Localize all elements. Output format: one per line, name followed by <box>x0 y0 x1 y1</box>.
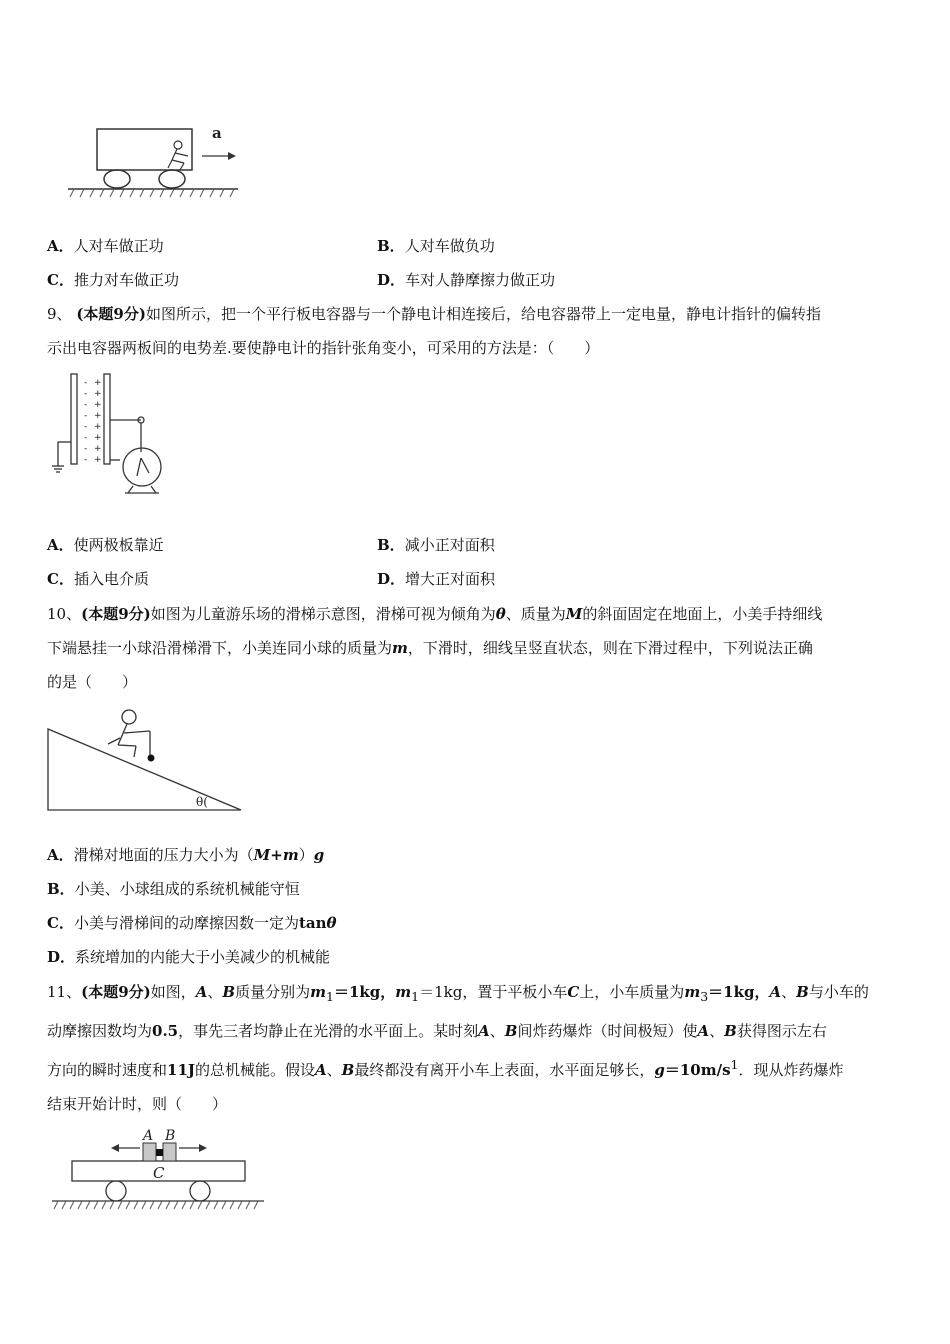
svg-text:-: - <box>84 411 88 421</box>
q10-line-3: 的是（ ） <box>47 673 138 691</box>
svg-text:+: + <box>94 411 102 421</box>
q11-block-b-label: B <box>165 1128 176 1144</box>
svg-text:-: - <box>84 422 88 432</box>
q10-theta-label: θ( <box>196 795 208 809</box>
q9-line-2: 示出电容器两板间的电势差.要使静电计的指针张角变小，可采用的方法是：（ ） <box>47 339 600 357</box>
q8-accel-label: a <box>212 124 222 142</box>
q10-option-d[interactable]: D．系统增加的内能大于小美减少的机械能 <box>47 948 331 966</box>
q8-option-d[interactable]: D．车对人静摩擦力做正功 <box>377 271 556 289</box>
svg-text:-: - <box>84 400 88 410</box>
svg-text:-: - <box>84 433 88 443</box>
q8-option-c[interactable]: C．推力对车做正功 <box>47 271 179 289</box>
svg-text:+: + <box>94 400 102 410</box>
q9-option-a[interactable]: A．使两极板靠近 <box>47 536 164 554</box>
svg-text:+: + <box>94 433 102 443</box>
svg-text:-: - <box>84 444 88 454</box>
svg-text:+: + <box>94 455 102 465</box>
svg-text:-: - <box>84 378 88 388</box>
q11-line-3: 方向的瞬时速度和11J的总机械能。假设A、B最终都没有离开小车上表面，水平面足够长，$g=10m/s^1$．现从炸药爆炸 <box>47 1057 844 1079</box>
q11-line-4: 结束开始计时，则（ ） <box>47 1095 228 1113</box>
q10-line-2: 下端悬挂一小球沿滑梯滑下，小美连同小球的质量为m，下滑时，细线呈竖直状态，则在下滑过程中，下列说法正确 <box>47 639 813 657</box>
svg-text:+: + <box>94 422 102 432</box>
q9-option-b[interactable]: B．减小正对面积 <box>377 536 495 554</box>
svg-text:-: - <box>84 455 88 465</box>
q11-line-1: 11、(本题9分)如图，A、B质量分别为$m_1=1kg$，$m_1=1kg$，置于平板小车C上，小车质量为$m_3=1kg$，A、B与小车的 <box>47 983 869 1004</box>
q8-option-b[interactable]: B．人对车做负功 <box>377 237 495 255</box>
q10-option-a[interactable]: A．滑梯对地面的压力大小为（M+m）g <box>47 846 325 864</box>
q8-option-a[interactable]: A．人对车做正功 <box>47 237 164 255</box>
svg-text:+: + <box>94 444 102 454</box>
svg-text:+: + <box>94 378 102 388</box>
q9-line-1: 9、 (本题9分)如图所示，把一个平行板电容器与一个静电计相连接后，给电容器带上一定电量，静电计指针的偏转指 <box>47 305 821 323</box>
q11-block-a-label: A <box>143 1128 154 1144</box>
q11-cart-c-label: C <box>153 1164 165 1182</box>
svg-text:+: + <box>94 389 102 399</box>
q9-option-c[interactable]: C．插入电介质 <box>47 570 149 588</box>
q10-option-c[interactable]: C．小美与滑梯间的动摩擦因数一定为tanθ <box>47 914 337 932</box>
q11-line-2: 动摩擦因数均为0.5，事先三者均静止在光滑的水平面上。某时刻A、B间炸药爆炸（时间极短）使A、B获得图示左右 <box>47 1022 827 1040</box>
q10-option-b[interactable]: B．小美、小球组成的系统机械能守恒 <box>47 880 300 898</box>
q9-option-d[interactable]: D．增大正对面积 <box>377 570 496 588</box>
svg-text:-: - <box>84 389 88 399</box>
q10-line-1: 10、(本题9分)如图为儿童游乐场的滑梯示意图，滑梯可视为倾角为θ、质量为M的斜面固定在地面上，小美手持细线 <box>47 605 823 623</box>
